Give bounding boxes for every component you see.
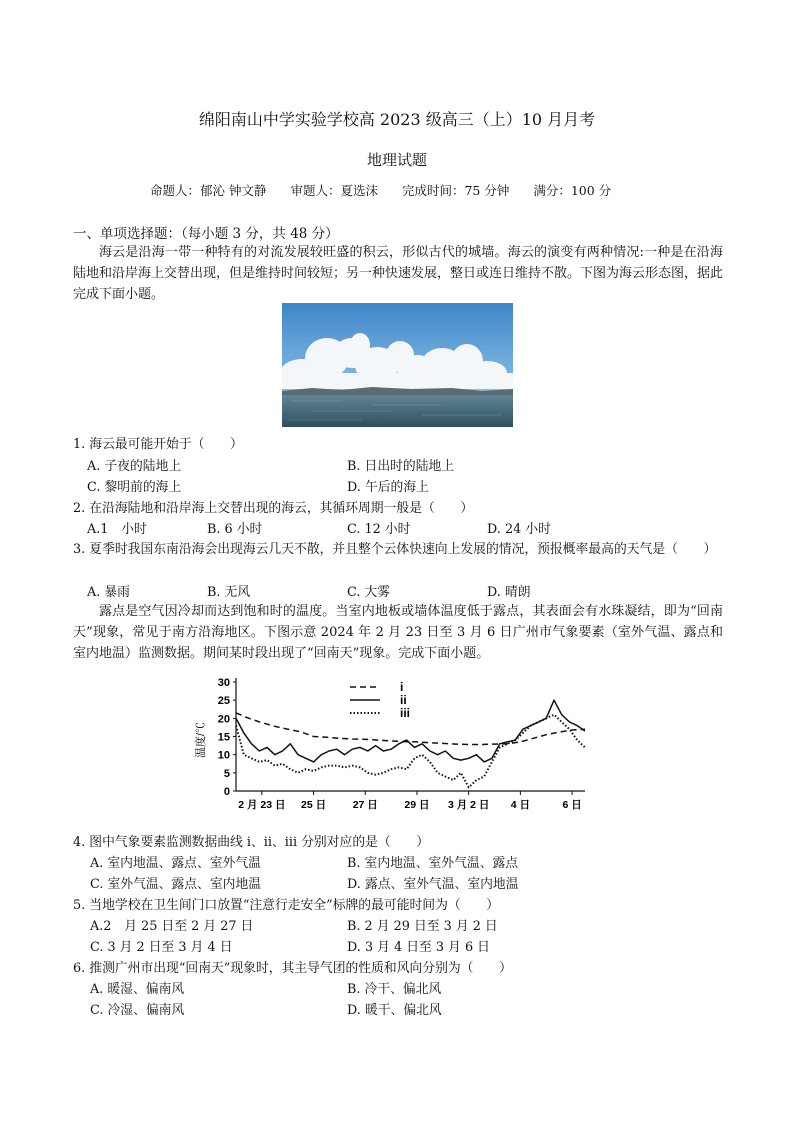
q4-option-c: C. 室外气温、露点、室内地温 <box>90 877 262 892</box>
legend-i-label: i <box>400 680 404 694</box>
y-tick-label: 25 <box>217 695 230 708</box>
q4-option-b: B. 室内地温、室外气温、露点 <box>347 856 519 871</box>
q3-option-a: A. 暴雨 <box>87 585 130 600</box>
y-tick-label: 20 <box>217 713 230 726</box>
x-tick-label: 27 日 <box>352 799 378 811</box>
question-2: 2. 在沿海陆地和沿岸海上交替出现的海云，其循环周期一般是（ ） <box>73 501 474 516</box>
y-tick-label: 0 <box>223 786 230 798</box>
exam-meta <box>150 181 631 199</box>
x-tick-label: 4 日 <box>510 799 531 811</box>
q4-option-d: D. 露点、室外气温、室内地温 <box>347 877 519 892</box>
q5-option-d: D. 3 月 4 日至 3 月 6 日 <box>347 940 490 955</box>
q4-option-a: A. 室内地温、露点、室外气温 <box>90 856 261 871</box>
x-tick-label: 29 日 <box>404 799 430 811</box>
q6-option-d: D. 暖干、偏北风 <box>347 1003 442 1018</box>
reviewer: 审题人：夏选沫 <box>290 183 378 198</box>
series-ii-line <box>236 700 585 762</box>
q3-option-d: D. 晴朗 <box>487 585 531 600</box>
passage-1: 海云是沿海一带一种特有的对流发展较旺盛的积云，形似古代的城墙。海云的演变有两种情况:一种是在沿海陆地和沿岸海上交替出现，但是维持时间较短；另一种快速发展，整日或连日维持不散。下图为海云形态图，据此完成下面小题。 <box>73 245 724 302</box>
section-heading: 一、单项选择题：（每小题 3 分，共 48 分） <box>73 226 339 242</box>
x-tick-label: 3 月 2 日 <box>447 799 490 811</box>
q3-option-c: C. 大雾 <box>347 585 391 600</box>
q2-option-d: D. 24 小时 <box>487 522 551 537</box>
y-tick-label: 30 <box>217 677 230 689</box>
chart-ylabel: 温度/℃ <box>195 721 207 759</box>
passage-2: 露点是空气因冷却而达到饱和时的温度。当室内地板或墙体温度低于露点，其表面会有水珠凝结，即为“回南天”现象，常见于南方沿海地区。下图示意 2024 年 2 月 23 日至 3 月 6 日广州市气象要素（室外气温、露点和室内地温）监测数据。期间某时段出现了“回南天”现象。完成下面小题。 <box>73 604 723 661</box>
author: 命题人：郁沁 钟文静 <box>150 183 267 198</box>
q3-option-b: B. 无风 <box>207 585 251 600</box>
question-3: 3. 夏季时我国东南沿海会出现海云几天不散，并且整个云体快速向上发展的情况，预报概率最高的天气是（ ） <box>73 542 717 557</box>
page-title: 绵阳南山中学实验学校高 2023 级高三（上）10 月月考 <box>198 110 596 129</box>
q2-option-b: B. 6 小时 <box>207 522 263 537</box>
y-tick-label: 10 <box>217 749 230 762</box>
series-i-line <box>236 713 585 745</box>
question-6: 6. 推测广州市出现“回南天”现象时，其主导气团的性质和风向分别为（ ） <box>73 961 512 976</box>
legend-ii-label: ii <box>400 693 407 707</box>
question-5: 5. 当地学校在卫生间门口放置“注意行走安全”标牌的最可能时间为（ ） <box>73 898 500 913</box>
q6-option-a: A. 暖湿、偏南风 <box>90 982 185 997</box>
q1-option-b: B. 日出时的陆地上 <box>347 459 455 474</box>
q1-option-d: D. 午后的海上 <box>347 480 429 495</box>
page-subtitle: 地理试题 <box>366 151 427 169</box>
series-iii-line <box>236 715 585 788</box>
full-score: 满分：100 分 <box>533 183 612 198</box>
x-tick-label: 25 日 <box>301 799 327 811</box>
y-tick-label: 5 <box>223 767 230 780</box>
x-tick-label: 2 月 23 日 <box>238 799 286 811</box>
q1-option-c: C. 黎明前的海上 <box>87 480 182 495</box>
legend-iii-label: iii <box>400 706 411 720</box>
q2-option-a: A.1 小时 <box>87 522 147 537</box>
q5-option-a: A.2 月 25 日至 2 月 27 日 <box>90 919 254 934</box>
x-tick-label: 6 日 <box>562 799 582 811</box>
question-1: 1. 海云最可能开始于（ ） <box>73 437 243 452</box>
sea-cloud-photo <box>282 303 513 427</box>
q1-option-a: A. 子夜的陆地上 <box>87 459 182 474</box>
q2-option-c: C. 12 小时 <box>347 522 411 537</box>
q5-option-c: C. 3 月 2 日至 3 月 4 日 <box>90 940 233 955</box>
q6-option-b: B. 冷干、偏北风 <box>347 982 442 997</box>
temperature-chart <box>190 672 600 822</box>
y-tick-label: 15 <box>217 731 230 744</box>
question-4: 4. 图中气象要素监测数据曲线 i、ii、iii 分别对应的是（ ） <box>73 835 430 850</box>
time-limit: 完成时间：75 分钟 <box>401 183 510 198</box>
q6-option-c: C. 冷湿、偏南风 <box>90 1003 185 1018</box>
q5-option-b: B. 2 月 29 日至 3 月 2 日 <box>347 919 498 934</box>
